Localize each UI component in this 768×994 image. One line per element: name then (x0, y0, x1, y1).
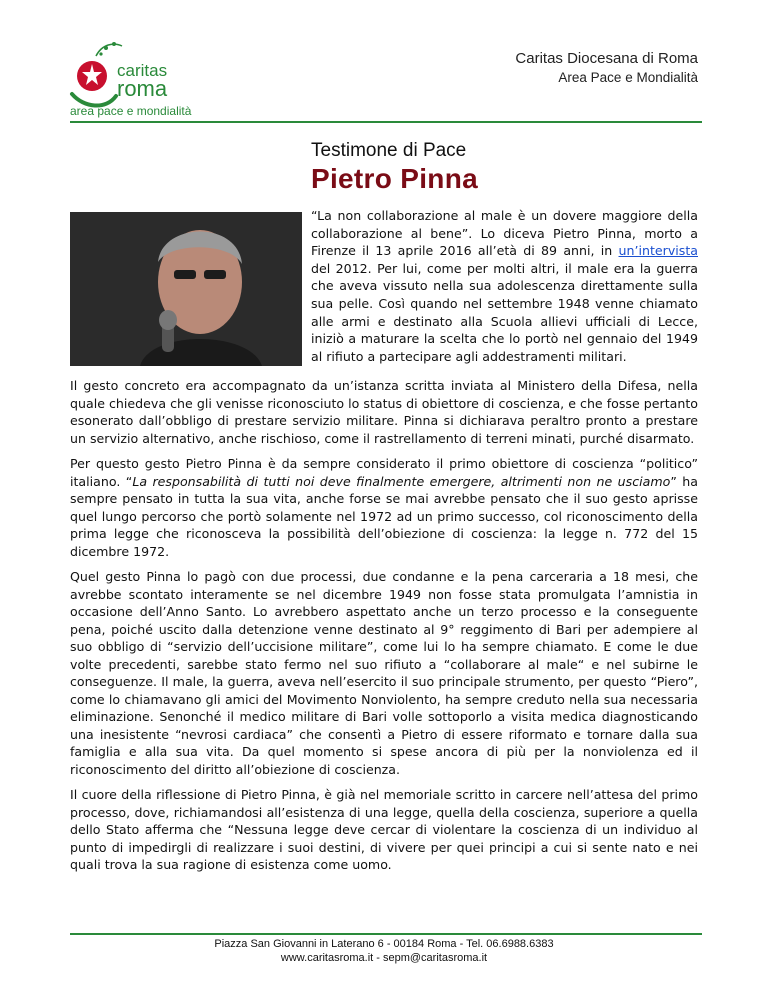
org-name: Caritas Diocesana di Roma (515, 50, 698, 67)
intro-text-start: “La non collaborazione al male è un dovere maggiore della collaborazione al bene”. Lo diceva Pietro Pinna, morto a Firenze il 13 aprile 2016 all’età di 89 anni, in (311, 208, 698, 259)
footer-address: Piazza San Giovanni in Laterano 6 - 00184 Roma - Tel. 06.6988.6383 (214, 938, 554, 950)
article-title: Pietro Pinna (311, 163, 478, 194)
footer-divider (70, 933, 702, 935)
article-body (70, 377, 698, 882)
logo-roma-text: roma (117, 76, 168, 101)
paragraph-4: Il cuore della riflessione di Pietro Pinna, è già nel memoriale scritto in carcere nell’attesa del primo processo, dove, richiamandosi all’esistenza di una legge, quella della coscienza, superiore a quella dello Stato afferma che “Nessuna legge deve cercar di violentare la coscienza di un individuo al punto di impedirgli di realizzare i suoi destini, di vivere per quei principi a cui si sente nato e nei quali trova la sua ragione di esistenza come uomo. (70, 787, 698, 872)
paragraph-2-start: Per questo gesto Pietro Pinna è da sempre considerato il primo obiettore di coscienza “politico” italiano. “ (70, 456, 698, 489)
portrait-photo (70, 212, 302, 366)
paragraph-2-quote: La responsabilità di tutti noi deve finalmente emergere, altrimenti non ne usciamo (132, 473, 671, 489)
header-divider (70, 121, 702, 123)
article-intro (311, 207, 698, 365)
org-subtitle: Area Pace e Mondialità (558, 70, 698, 85)
paragraph-3: Quel gesto Pinna lo pagò con due processi, due condanne e la pena carceraria a 18 mesi, che avrebbe scontato interamente se nel dicembre 1949 non fosse stata promulgata l’amnistia in occasione dell’Anno Santo. Lo avrebbero aspettato anche un terzo processo e la conseguente pena, poiché uscito dalla detenzione venne destinato al 9° reggimento di Bari per adempiere al suo obbligo di “servizio dell’uccisione militare”, come lui lo ha sempre chiamato. E come le due volte precedenti, sarebbe stato fermo nel suo rifiuto a “collaborare al male“ e nel subirne le conseguenze. Il male, la guerra, aveva nell’esercito il suo principale strumento, per questo “Piero”, come lo chiamavano gli amici del Movimento Nonviolento, ha sempre creduto nella sua necessaria eliminazione. Senonché il medico militare di Bari volle sottoporlo a visita medica diagnosticando una inesistente “nevrosi cardiaca” che consentì a Pietro di essere riformato e tornare dalla sua famiglia e alla sua vita. Da quel momento si spese ancora di più per la nonviolenza ed il riconoscimento del diritto all’obiezione di coscienza. (70, 569, 698, 777)
footer-contacts: www.caritasroma.it - sepm@caritasroma.it (280, 952, 488, 964)
interview-link[interactable]: un’intervista (618, 243, 698, 259)
logo-tagline: area pace e mondialità (70, 104, 192, 118)
paragraph-2 (70, 455, 698, 560)
intro-text-end: del 2012. Per lui, come per molti altri, il male era la guerra che aveva vissuto nella sua adolescenza direttamente sulla sua pelle. Così quando nel settembre 1948 venne chiamato alle armi e destinato alla Scuola allievi ufficiali di Lecce, iniziò a maturare la scelta che lo portò nel gennaio del 1949 al rifiuto a partecipare agli addestramenti militari. (311, 260, 698, 364)
paragraph-2-end: ” ha sempre pensato in tutta la sua vita, anche forse se mai avrebbe pensato che il suo gesto aprisse quel lungo percorso che portò solamente nel 1972 ad un primo successo, col riconoscimento della prima legge che riconosceva la possibilità dell’obiezione di coscienza: la legge n. 772 del 15 dicembre 1972. (70, 473, 698, 559)
paragraph-1: Il gesto concreto era accompagnato da un’istanza scritta inviata al Ministero della Difesa, nella quale chiedeva che gli venisse riconosciuto lo status di obiettore di coscienza, e che fosse pertanto esonerato dall’obbligo di prestare servizio militare. Pinna si dichiarava peraltro pronto a prestare un servizio alternativo, anche rischioso, come il rastrellamento di terreni minati, purché disarmato. (70, 378, 698, 446)
logo-caritas-text: caritas (117, 61, 168, 80)
article-kicker: Testimone di Pace (311, 140, 467, 161)
